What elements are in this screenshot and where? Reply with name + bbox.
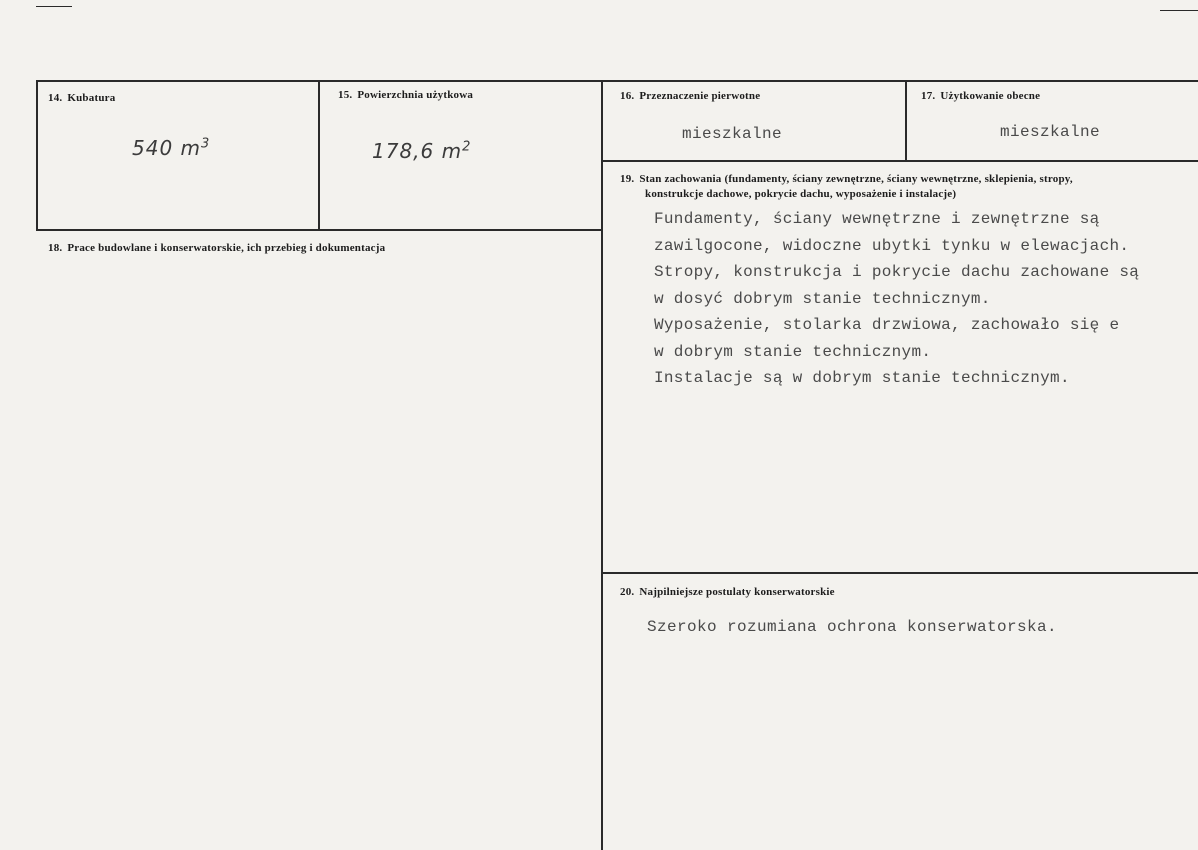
field-19-line: w dosyć dobrym stanie technicznym. (654, 289, 991, 308)
table-top-border (36, 80, 1198, 82)
field-16-label: 16. Przeznaczenie pierwotne (620, 90, 761, 102)
field-17-value: mieszkalne (1000, 123, 1101, 141)
col-divider-14-15 (318, 80, 320, 230)
left-border (36, 80, 38, 230)
field-14-label: 14. Kubatura (48, 92, 116, 104)
top-edge-line-right (1160, 10, 1198, 11)
field-19-label: 19. Stan zachowania (fundamenty, ściany zewnętrzne, ściany wewnętrzne, sklepienia, stropy, (620, 173, 1073, 185)
field-19-line: Stropy, konstrukcja i pokrycie dachu zachowane są (654, 263, 1140, 281)
field-19-line: zawilgocone, widoczne ubytki tynku w elewacjach. (654, 236, 1130, 255)
col-divider-16-17 (905, 80, 907, 161)
field-19-line: Fundamenty, ściany wewnętrzne i zewnętrzne są (654, 210, 1100, 228)
field-20-label: 20. Najpilniejsze postulaty konserwatorskie (620, 586, 835, 598)
field-19-line: w dobrym stanie technicznym. (654, 342, 932, 361)
field-20-value: Szeroko rozumiana ochrona konserwatorska. (647, 618, 1058, 636)
row-divider-right-bottom (601, 572, 1198, 574)
field-18-label: 18. Prace budowlane i konserwatorskie, ich przebieg i dokumentacja (48, 242, 386, 254)
field-19-label-cont: konstrukcje dachowe, pokrycie dachu, wyposażenie i instalacje) (645, 188, 957, 200)
top-edge-line-left (36, 6, 72, 7)
field-19-text (654, 206, 1139, 392)
field-19-line: Wyposażenie, stolarka drzwiowa, zachowało się e (654, 316, 1120, 334)
field-16-value: mieszkalne (682, 125, 783, 143)
field-15-label: 15. Powierzchnia użytkowa (338, 89, 474, 101)
field-19-line: Instalacje są w dobrym stanie technicznym. (654, 369, 1070, 387)
col-divider-center (601, 80, 603, 850)
field-15-value: 178,6 $m^2$ (372, 139, 472, 163)
field-17-label: 17. Użytkowanie obecne (921, 90, 1041, 102)
field-14-value: 540 $m^3$ (132, 136, 211, 160)
row-divider-right-top (603, 160, 1198, 162)
